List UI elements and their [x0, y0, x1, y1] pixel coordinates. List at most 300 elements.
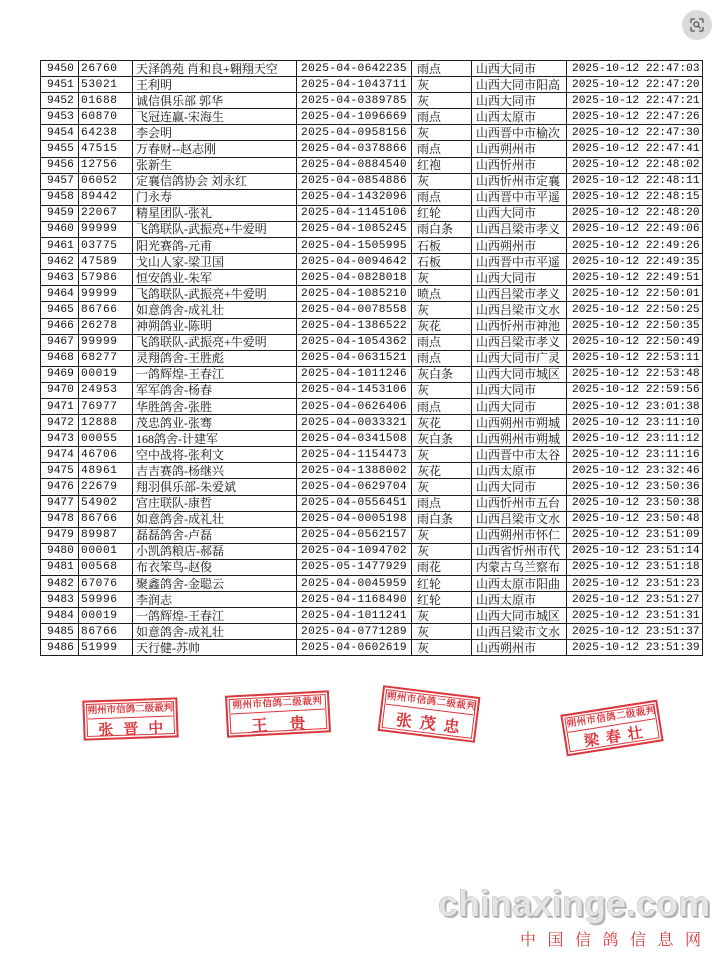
race-results-table	[40, 60, 703, 656]
table-row	[41, 254, 703, 270]
ring-number-cell: 2025-04-0389785	[297, 93, 412, 109]
ring-id-cell: 26760	[79, 61, 133, 77]
arrival-time-cell: 2025-10-12 23:51:31	[567, 608, 703, 624]
rank-cell: 9472	[41, 415, 79, 431]
table-row	[41, 318, 703, 334]
plumage-color-cell: 灰	[412, 125, 472, 141]
ring-number-cell: 2025-05-1477929	[297, 559, 412, 575]
ring-number-cell: 2025-04-1388002	[297, 463, 412, 479]
owner-cell: 王利明	[133, 77, 297, 93]
rank-cell: 9455	[41, 141, 79, 157]
plumage-color-cell: 灰	[412, 640, 472, 656]
table-row	[41, 640, 703, 656]
owner-cell: 阳光赛鸽-元甫	[133, 238, 297, 254]
stamp-name: 张茂忠	[394, 712, 469, 738]
plumage-color-cell: 灰	[412, 382, 472, 398]
ring-id-cell: 99999	[79, 334, 133, 350]
rank-cell: 9450	[41, 61, 79, 77]
region-cell: 山西晋中市平遥	[472, 189, 567, 205]
plumage-color-cell: 雨点	[412, 398, 472, 414]
table-row	[41, 447, 703, 463]
table-row	[41, 77, 703, 93]
arrival-time-cell: 2025-10-12 22:47:21	[567, 93, 703, 109]
owner-cell: 戈山人家-梁卫国	[133, 254, 297, 270]
table-row	[41, 382, 703, 398]
table-row	[41, 334, 703, 350]
ring-id-cell: 67076	[79, 576, 133, 592]
region-cell: 山西大同市	[472, 61, 567, 77]
plumage-color-cell: 灰	[412, 624, 472, 640]
arrival-time-cell: 2025-10-12 22:49:26	[567, 238, 703, 254]
table-row	[41, 157, 703, 173]
rank-cell: 9462	[41, 254, 79, 270]
rank-cell: 9484	[41, 608, 79, 624]
table-row	[41, 543, 703, 559]
ring-number-cell: 2025-04-0642235	[297, 61, 412, 77]
region-cell: 山西大同市	[472, 479, 567, 495]
rank-cell: 9483	[41, 592, 79, 608]
table-row	[41, 238, 703, 254]
stamp-title: 朔州市信鸽二级裁判	[230, 696, 325, 715]
stamp-name: 梁春壮	[583, 724, 651, 751]
ring-number-cell: 2025-04-0626406	[297, 398, 412, 414]
arrival-time-cell: 2025-10-12 22:47:03	[567, 61, 703, 77]
rank-cell: 9454	[41, 125, 79, 141]
plumage-color-cell: 红袍	[412, 157, 472, 173]
stamp-title: 朔州市信鸽二级裁判	[566, 705, 655, 733]
owner-cell: 灵翔鸽舍-王胜彪	[133, 350, 297, 366]
plumage-color-cell: 灰	[412, 270, 472, 286]
ring-id-cell: 12888	[79, 415, 133, 431]
ring-id-cell: 12756	[79, 157, 133, 173]
plumage-color-cell: 雨点	[412, 109, 472, 125]
ring-number-cell: 2025-04-1505995	[297, 238, 412, 254]
rank-cell: 9471	[41, 398, 79, 414]
arrival-time-cell: 2025-10-12 23:32:46	[567, 463, 703, 479]
plumage-color-cell: 雨点	[412, 141, 472, 157]
plumage-color-cell: 灰	[412, 173, 472, 189]
region-cell: 山西忻州市神池	[472, 318, 567, 334]
owner-cell: 飞鸽联队-武振亮+牛爱明	[133, 221, 297, 237]
owner-cell: 神朔鸽业-陈明	[133, 318, 297, 334]
rank-cell: 9457	[41, 173, 79, 189]
ring-number-cell: 2025-04-0854886	[297, 173, 412, 189]
plumage-color-cell: 红轮	[412, 592, 472, 608]
rank-cell: 9478	[41, 511, 79, 527]
ring-number-cell: 2025-04-1043711	[297, 77, 412, 93]
ring-number-cell: 2025-04-0562157	[297, 527, 412, 543]
ring-number-cell: 2025-04-0033321	[297, 415, 412, 431]
arrival-time-cell: 2025-10-12 22:48:02	[567, 157, 703, 173]
watermark-site-url: chinaxinge.com	[438, 883, 711, 924]
table-row	[41, 431, 703, 447]
region-cell: 山西晋中市榆次	[472, 125, 567, 141]
ring-number-cell: 2025-04-0045959	[297, 576, 412, 592]
ring-id-cell: 59996	[79, 592, 133, 608]
rank-cell: 9458	[41, 189, 79, 205]
owner-cell: 天行健-苏帅	[133, 640, 297, 656]
arrival-time-cell: 2025-10-12 22:53:48	[567, 366, 703, 382]
rank-cell: 9481	[41, 559, 79, 575]
arrival-time-cell: 2025-10-12 22:47:26	[567, 109, 703, 125]
region-cell: 山西大同市	[472, 382, 567, 398]
arrival-time-cell: 2025-10-12 23:50:38	[567, 495, 703, 511]
ring-id-cell: 57986	[79, 270, 133, 286]
ring-number-cell: 2025-04-0094642	[297, 254, 412, 270]
ring-number-cell: 2025-04-0078558	[297, 302, 412, 318]
arrival-time-cell: 2025-10-12 23:51:23	[567, 576, 703, 592]
table-row	[41, 479, 703, 495]
owner-cell: 飞鸽联队-武振亮+牛爱明	[133, 286, 297, 302]
region-cell: 山西忻州市五台	[472, 495, 567, 511]
rank-cell: 9474	[41, 447, 79, 463]
region-cell: 山西吕梁市孝义	[472, 221, 567, 237]
stamp-name: 张晋中	[98, 720, 174, 740]
ring-id-cell: 47515	[79, 141, 133, 157]
region-cell: 山西忻州市定襄	[472, 173, 567, 189]
ring-number-cell: 2025-04-0958156	[297, 125, 412, 141]
owner-cell: 定襄信鸽协会 刘永红	[133, 173, 297, 189]
table-row	[41, 173, 703, 189]
plumage-color-cell: 灰	[412, 608, 472, 624]
ring-id-cell: 99999	[79, 286, 133, 302]
owner-cell: 磊磊鸽舍-卢磊	[133, 527, 297, 543]
region-cell: 山西朔州市朔城	[472, 431, 567, 447]
owner-cell: 李会明	[133, 125, 297, 141]
arrival-time-cell: 2025-10-12 23:11:16	[567, 447, 703, 463]
rank-cell: 9480	[41, 543, 79, 559]
table-row	[41, 93, 703, 109]
table-row	[41, 205, 703, 221]
owner-cell: 军军鸽舍-杨春	[133, 382, 297, 398]
region-cell: 山西吕梁市文水	[472, 511, 567, 527]
region-cell: 山西大同市阳高	[472, 77, 567, 93]
plumage-color-cell: 灰	[412, 527, 472, 543]
plumage-color-cell: 红轮	[412, 205, 472, 221]
region-cell: 山西太原市	[472, 592, 567, 608]
rank-cell: 9482	[41, 576, 79, 592]
table-row	[41, 608, 703, 624]
table-row	[41, 559, 703, 575]
ring-number-cell: 2025-04-0771289	[297, 624, 412, 640]
owner-cell: 张新生	[133, 157, 297, 173]
region-cell: 山西大同市	[472, 205, 567, 221]
arrival-time-cell: 2025-10-12 23:11:10	[567, 415, 703, 431]
ring-id-cell: 00001	[79, 543, 133, 559]
ring-number-cell: 2025-04-0341508	[297, 431, 412, 447]
region-cell: 山西大同市广灵	[472, 350, 567, 366]
ring-number-cell: 2025-04-1054362	[297, 334, 412, 350]
region-cell: 山西大同市	[472, 398, 567, 414]
region-cell: 山西朔州市	[472, 640, 567, 656]
ring-number-cell: 2025-04-1168490	[297, 592, 412, 608]
referee-stamp	[560, 700, 663, 757]
rank-cell: 9475	[41, 463, 79, 479]
plumage-color-cell: 灰花	[412, 463, 472, 479]
plumage-color-cell: 喷点	[412, 286, 472, 302]
plumage-color-cell: 灰花	[412, 415, 472, 431]
arrival-time-cell: 2025-10-12 22:50:25	[567, 302, 703, 318]
plumage-color-cell: 石板	[412, 254, 472, 270]
rank-cell: 9451	[41, 77, 79, 93]
region-cell: 山西吕梁市孝义	[472, 334, 567, 350]
arrival-time-cell: 2025-10-12 22:47:41	[567, 141, 703, 157]
rank-cell: 9468	[41, 350, 79, 366]
ring-id-cell: 89442	[79, 189, 133, 205]
ring-number-cell: 2025-04-1096669	[297, 109, 412, 125]
ring-id-cell: 54902	[79, 495, 133, 511]
arrival-time-cell: 2025-10-12 22:59:56	[567, 382, 703, 398]
region-cell: 山西大同市	[472, 93, 567, 109]
region-cell: 山西朔州市	[472, 238, 567, 254]
table-row	[41, 350, 703, 366]
ring-number-cell: 2025-04-1432096	[297, 189, 412, 205]
arrival-time-cell: 2025-10-12 23:51:27	[567, 592, 703, 608]
ring-number-cell: 2025-04-0005198	[297, 511, 412, 527]
table-row	[41, 576, 703, 592]
rank-cell: 9486	[41, 640, 79, 656]
ring-number-cell: 2025-04-0631521	[297, 350, 412, 366]
table-row	[41, 624, 703, 640]
table-row	[41, 495, 703, 511]
plumage-color-cell: 雨点	[412, 495, 472, 511]
results-table-body	[41, 61, 703, 656]
table-row	[41, 125, 703, 141]
ring-id-cell: 51999	[79, 640, 133, 656]
ring-id-cell: 22067	[79, 205, 133, 221]
arrival-time-cell: 2025-10-12 23:50:48	[567, 511, 703, 527]
rank-cell: 9464	[41, 286, 79, 302]
region-cell: 山西省忻州市代	[472, 543, 567, 559]
owner-cell: 茂忠鸽业-张骞	[133, 415, 297, 431]
rank-cell: 9463	[41, 270, 79, 286]
rank-cell: 9456	[41, 157, 79, 173]
ring-number-cell: 2025-04-0884540	[297, 157, 412, 173]
owner-cell: 如意鸽舍-成礼壮	[133, 511, 297, 527]
table-row	[41, 592, 703, 608]
rank-cell: 9479	[41, 527, 79, 543]
ring-id-cell: 60870	[79, 109, 133, 125]
region-cell: 山西晋中市太谷	[472, 447, 567, 463]
ring-number-cell: 2025-04-1011241	[297, 608, 412, 624]
plumage-color-cell: 石板	[412, 238, 472, 254]
arrival-time-cell: 2025-10-12 23:51:37	[567, 624, 703, 640]
table-row	[41, 141, 703, 157]
region-cell: 山西吕梁市孝义	[472, 286, 567, 302]
arrival-time-cell: 2025-10-12 22:47:20	[567, 77, 703, 93]
stamp-title: 朔州市信鸽二级裁判	[88, 703, 173, 720]
referee-stamp	[225, 690, 331, 737]
table-row	[41, 286, 703, 302]
plumage-color-cell: 灰	[412, 543, 472, 559]
referee-stamp	[82, 697, 178, 740]
owner-cell: 万春财--赵志刚	[133, 141, 297, 157]
ring-id-cell: 24953	[79, 382, 133, 398]
region-cell: 山西忻州市	[472, 157, 567, 173]
region-cell: 山西太原市阳曲	[472, 576, 567, 592]
owner-cell: 小凯鸽粮店-郝磊	[133, 543, 297, 559]
plumage-color-cell: 灰	[412, 302, 472, 318]
owner-cell: 天泽鸽苑 肖和良+翱翔天空	[133, 61, 297, 77]
plumage-color-cell: 灰白条	[412, 366, 472, 382]
ring-number-cell: 2025-04-1386522	[297, 318, 412, 334]
ring-id-cell: 00568	[79, 559, 133, 575]
plumage-color-cell: 雨白条	[412, 511, 472, 527]
region-cell: 山西朔州市怀仁	[472, 527, 567, 543]
region-cell: 山西晋中市平遥	[472, 254, 567, 270]
referee-stamp	[378, 685, 481, 743]
plumage-color-cell: 灰	[412, 447, 472, 463]
region-cell: 山西太原市	[472, 463, 567, 479]
table-row	[41, 189, 703, 205]
owner-cell: 宫庄联队-康哲	[133, 495, 297, 511]
watermark-site-name: 中国信鸽信息网	[520, 932, 713, 949]
rank-cell: 9453	[41, 109, 79, 125]
lens-icon	[689, 17, 705, 33]
ring-number-cell: 2025-04-1011246	[297, 366, 412, 382]
owner-cell: 飞冠连赢-宋海生	[133, 109, 297, 125]
stamp-name: 王贵	[251, 714, 328, 736]
region-cell: 山西吕梁市文水	[472, 302, 567, 318]
plumage-color-cell: 灰	[412, 479, 472, 495]
owner-cell: 飞鸽联队-武振亮+牛爱明	[133, 334, 297, 350]
ring-id-cell: 01688	[79, 93, 133, 109]
ring-id-cell: 46706	[79, 447, 133, 463]
ring-number-cell: 2025-04-1145106	[297, 205, 412, 221]
table-row	[41, 527, 703, 543]
owner-cell: 如意鸽舍-成礼壮	[133, 302, 297, 318]
arrival-time-cell: 2025-10-12 22:50:49	[567, 334, 703, 350]
region-cell: 山西大同市城区	[472, 366, 567, 382]
plumage-color-cell: 雨白条	[412, 221, 472, 237]
table-row	[41, 221, 703, 237]
rank-cell: 9461	[41, 238, 79, 254]
ring-id-cell: 76977	[79, 398, 133, 414]
owner-cell: 空中战将-张利文	[133, 447, 297, 463]
owner-cell: 布衣笨鸟-赵俊	[133, 559, 297, 575]
arrival-time-cell: 2025-10-12 22:49:06	[567, 221, 703, 237]
region-cell: 山西大同市	[472, 270, 567, 286]
arrival-time-cell: 2025-10-12 22:50:01	[567, 286, 703, 302]
table-row	[41, 398, 703, 414]
plumage-color-cell: 红轮	[412, 576, 472, 592]
ring-id-cell: 89987	[79, 527, 133, 543]
ring-id-cell: 64238	[79, 125, 133, 141]
arrival-time-cell: 2025-10-12 22:50:35	[567, 318, 703, 334]
ring-number-cell: 2025-04-0556451	[297, 495, 412, 511]
owner-cell: 如意鸽舍-成礼壮	[133, 624, 297, 640]
arrival-time-cell: 2025-10-12 23:51:14	[567, 543, 703, 559]
owner-cell: 李润志	[133, 592, 297, 608]
ring-id-cell: 99999	[79, 221, 133, 237]
ring-number-cell: 2025-04-0602619	[297, 640, 412, 656]
ring-id-cell: 00019	[79, 366, 133, 382]
ring-id-cell: 22679	[79, 479, 133, 495]
arrival-time-cell: 2025-10-12 23:01:38	[567, 398, 703, 414]
rank-cell: 9485	[41, 624, 79, 640]
arrival-time-cell: 2025-10-12 23:51:18	[567, 559, 703, 575]
plumage-color-cell: 灰	[412, 77, 472, 93]
table-row	[41, 109, 703, 125]
rank-cell: 9452	[41, 93, 79, 109]
stamp-title: 朔州市信鸽二级裁判	[386, 691, 475, 716]
ring-id-cell: 00055	[79, 431, 133, 447]
rank-cell: 9477	[41, 495, 79, 511]
rank-cell: 9473	[41, 431, 79, 447]
arrival-time-cell: 2025-10-12 22:49:51	[567, 270, 703, 286]
plumage-color-cell: 雨点	[412, 334, 472, 350]
ring-number-cell: 2025-04-1085245	[297, 221, 412, 237]
arrival-time-cell: 2025-10-12 22:53:11	[567, 350, 703, 366]
ring-id-cell: 06052	[79, 173, 133, 189]
owner-cell: 翔羽俱乐部-朱爱斌	[133, 479, 297, 495]
owner-cell: 一鸽辉煌-王春江	[133, 608, 297, 624]
arrival-time-cell: 2025-10-12 22:48:15	[567, 189, 703, 205]
ring-id-cell: 48961	[79, 463, 133, 479]
table-row	[41, 302, 703, 318]
plumage-color-cell: 雨点	[412, 350, 472, 366]
region-cell: 山西朔州市朔城	[472, 415, 567, 431]
owner-cell: 吉吉赛鸽-杨继兴	[133, 463, 297, 479]
region-cell: 山西吕梁市文水	[472, 624, 567, 640]
region-cell: 山西大同市城区	[472, 608, 567, 624]
table-row	[41, 415, 703, 431]
ring-number-cell: 2025-04-1453106	[297, 382, 412, 398]
owner-cell: 诚信俱乐部 郭华	[133, 93, 297, 109]
ring-number-cell: 2025-04-1085210	[297, 286, 412, 302]
plumage-color-cell: 雨花	[412, 559, 472, 575]
table-row	[41, 463, 703, 479]
ring-id-cell: 68277	[79, 350, 133, 366]
rank-cell: 9459	[41, 205, 79, 221]
rank-cell: 9467	[41, 334, 79, 350]
arrival-time-cell: 2025-10-12 22:48:20	[567, 205, 703, 221]
plumage-color-cell: 雨点	[412, 61, 472, 77]
ring-id-cell: 86766	[79, 302, 133, 318]
ring-id-cell: 47589	[79, 254, 133, 270]
owner-cell: 华胜鸽舍-张胜	[133, 398, 297, 414]
rank-cell: 9469	[41, 366, 79, 382]
rank-cell: 9476	[41, 479, 79, 495]
rank-cell: 9465	[41, 302, 79, 318]
owner-cell: 一鸽辉煌-王春江	[133, 366, 297, 382]
arrival-time-cell: 2025-10-12 23:51:39	[567, 640, 703, 656]
rank-cell: 9470	[41, 382, 79, 398]
arrival-time-cell: 2025-10-12 23:11:12	[567, 431, 703, 447]
image-search-button[interactable]	[682, 10, 712, 40]
region-cell: 内蒙古乌兰察布	[472, 559, 567, 575]
arrival-time-cell: 2025-10-12 22:49:35	[567, 254, 703, 270]
table-row	[41, 61, 703, 77]
ring-id-cell: 86766	[79, 624, 133, 640]
table-row	[41, 366, 703, 382]
ring-id-cell: 86766	[79, 511, 133, 527]
ring-number-cell: 2025-04-0378866	[297, 141, 412, 157]
plumage-color-cell: 灰	[412, 93, 472, 109]
ring-id-cell: 26278	[79, 318, 133, 334]
region-cell: 山西太原市	[472, 109, 567, 125]
table-row	[41, 511, 703, 527]
owner-cell: 门永寿	[133, 189, 297, 205]
arrival-time-cell: 2025-10-12 22:48:11	[567, 173, 703, 189]
plumage-color-cell: 雨点	[412, 189, 472, 205]
plumage-color-cell: 灰白条	[412, 431, 472, 447]
arrival-time-cell: 2025-10-12 22:47:30	[567, 125, 703, 141]
owner-cell: 聚鑫鸽舍-金聪云	[133, 576, 297, 592]
owner-cell: 精星团队-张礼	[133, 205, 297, 221]
ring-number-cell: 2025-04-1154473	[297, 447, 412, 463]
ring-id-cell: 00019	[79, 608, 133, 624]
